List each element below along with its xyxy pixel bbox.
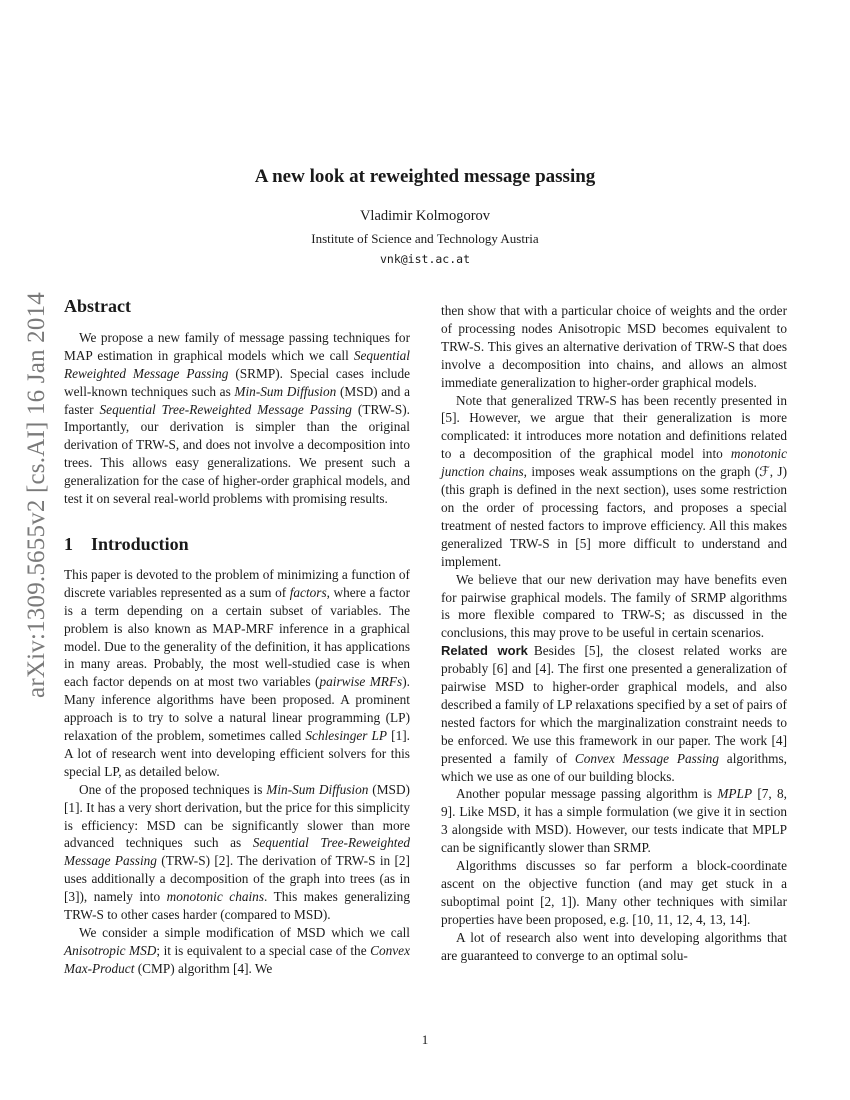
section-title: Introduction: [91, 533, 189, 554]
right-paragraph-1: then show that with a particular choice of weights and the order of processing nodes Anisotropic MSD becomes equivalent to TRW-S. This gives an alternative derivation of TRW-S that does involve a decomposition into chains, and allows an almost immediate generalization to higher-order graphical models.: [441, 303, 787, 390]
paper-title: A new look at reweighted message passing: [254, 166, 596, 187]
related-work-paragraph: Related work Besides [5], the closest related works are probably [6] and [4]. The first one presented a generalization of pairwise MSD to higher-order graphical models, and also described a family of LP relaxations specified by a set of pairs of nested factors for which the marginalization constraint needs to be enforced. We use this framework in our paper. The work [4] presented a family of Convex Message Passing algorithms, which we use as one of our building blocks.: [441, 643, 787, 784]
intro-paragraph-1: This paper is devoted to the problem of minimizing a function of discrete variables represented as a sum of factors, where a factor is a term depending on a certain subset of variables. The problem is also known as MAP-MRF inference in a graphical model. Due to the generality of the definition, it has applications in many areas. Probably, the most well-studied case is when each factor depends on at most two variables (pairwise MRFs). Many inference algorithms have been proposed. A prominent approach is to try to solve a natural linear programming (LP) relaxation of the problem, sometimes called Schlesinger LP [1]. A lot of research went into developing efficient solvers for this special LP, as detailed below.: [64, 566, 411, 779]
right-paragraph-2: Note that generalized TRW-S has been recently presented in [5]. However, we argue that their generalization is more complicated: it introduces more notation and definitions related to a decomposition of the graphical model into monotonic junction chains, imposes weak assumptions on the graph (ℱ, J) (this graph is defined in the next section), uses some restriction on the order of processing factors, and proposes a special treatment of nested factors to improve efficiency. All this makes generalized TRW-S in [5] more difficult to understand and implement.: [441, 392, 787, 569]
right-paragraph-5: Another popular message passing algorithm is MPLP [7, 8, 9]. Like MSD, it has a simple formulation (we give it in section 3 alongside with MSD). However, our tests indicate that MPLP can be significantly slower than SRMP.: [441, 786, 787, 856]
left-column: [64, 298, 410, 978]
intro-paragraph-3: We consider a simple modification of MSD which we call Anisotropic MSD; it is equivalent to a special case of the Convex Max-Product (CMP) algorithm [4]. We: [64, 925, 410, 976]
author-name: Vladimir Kolmogorov: [359, 208, 491, 224]
right-paragraph-6: Algorithms discusses so far perform a block-coordinate ascent on the objective function (and may get stuck in a suboptimal point [2, 1]). Many other techniques with similar properties have been proposed, e.g. [10, 11, 12, 4, 13, 14].: [441, 858, 787, 927]
related-work-heading: Related work: [441, 643, 528, 659]
arxiv-side-stamp: arXiv:1309.5655v2 [cs.AI] 16 Jan 2014: [23, 292, 50, 698]
right-paragraph-3: We believe that our new derivation may have benefits even for pairwise graphical models. The family of SRMP algorithms is more flexible compared to TRW-S; as discussed in the conclusions, this may prove to be useful in certain scenarios.: [441, 571, 787, 641]
author-email: vnk@ist.ac.at: [379, 252, 470, 266]
abstract-paragraph: We propose a new family of message passing techniques for MAP estimation in graphical models which we call Sequential Reweighted Message Passing (SRMP). Special cases include well-known techniques such as Min-Sum Diffusion (MSD) and a faster Sequential Tree-Reweighted Message Passing (TRW-S). Importantly, our derivation is simpler than the original derivation of TRW-S, and does not involve a decomposition into trees. This allows easy generalizations. We present such a generalization for the case of higher-order graphical models, and test it on several real-world problems with promising results.: [64, 329, 411, 507]
author-affiliation: Institute of Science and Technology Austria: [311, 231, 539, 246]
abstract-heading: Abstract: [64, 296, 131, 316]
right-paragraph-7: A lot of research also went into developing algorithms that are guaranteed to converge to an optimal solu-: [441, 929, 787, 963]
page-number: 1: [421, 1032, 429, 1047]
intro-paragraph-2: One of the proposed techniques is Min-Sum Diffusion (MSD) [1]. It has a very short derivation, but the price for this simplicity is efficiency: MSD can be significantly slower than more advanced techniques such as Sequential Tree-Reweighted Message Passing (TRW-S) [2]. The derivation of TRW-S in [2] uses additionally a decomposition of the graph into trees (as in [3]), namely into monotonic chains. This makes generalizing TRW-S to other cases harder (compared to MSD).: [64, 781, 411, 923]
right-column: [441, 302, 787, 965]
section-heading-introduction: [64, 533, 410, 554]
section-number: 1: [64, 533, 73, 554]
